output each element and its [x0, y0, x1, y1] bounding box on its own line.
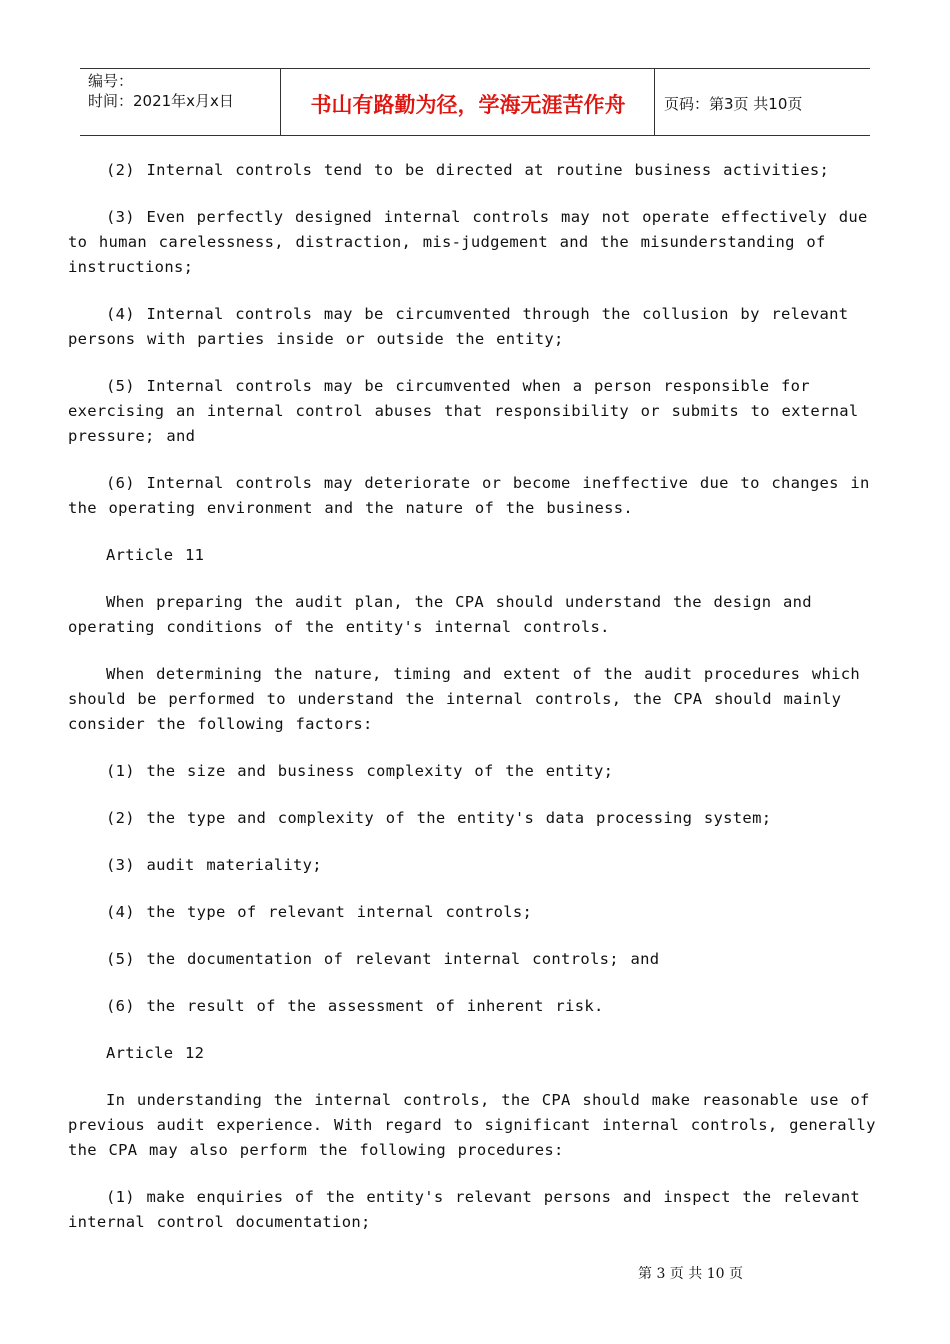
paragraph: (6) Internal controls may deteriorate or become ineffective due to changes in the operating environment and the nature of the business. [68, 474, 870, 517]
article-heading: Article 12 [106, 1044, 205, 1062]
paragraph: (2) Internal controls tend to be directed at routine business activities; [106, 161, 830, 179]
header-divider [280, 69, 281, 135]
list-item: (5) the documentation of relevant internal controls; and [106, 950, 660, 968]
paragraph: (5) Internal controls may be circumvented when a person responsible for exercising an internal control abuses that responsibility or submits to external pressure; and [68, 377, 859, 445]
header-motto: 书山有路勤为径，学海无涯苦作舟 [310, 93, 626, 117]
paragraph: (3) Even perfectly designed internal controls may not operate effectively due to human carelessness, distraction, mis-judgement and the misunderstanding of instructions; [68, 208, 868, 276]
article-heading: Article 11 [106, 546, 205, 564]
header-meta [88, 71, 234, 111]
paragraph: When determining the nature, timing and extent of the audit procedures which should be performed to understand the internal controls, the CPA should mainly consider the following factors: [68, 665, 861, 733]
header-page-label: 页码：第3页 共10页 [664, 95, 803, 113]
list-item: (1) make enquiries of the entity's relevant persons and inspect the relevant internal control documentation; [68, 1188, 861, 1231]
time-label: 时间：2021年x月x日 [88, 92, 234, 110]
list-item: (4) the type of relevant internal controls; [106, 903, 533, 921]
number-label: 编号： [88, 72, 134, 90]
header-divider [654, 69, 655, 135]
list-item: (1) the size and business complexity of the entity; [106, 762, 614, 780]
paragraph: In understanding the internal controls, the CPA should make reasonable use of previous audit experience. With regard to significant internal controls, generally the CPA may also perform the following procedures: [68, 1091, 876, 1159]
paragraph: (4) Internal controls may be circumvented through the collusion by relevant persons with parties inside or outside the entity; [68, 305, 849, 348]
paragraph: When preparing the audit plan, the CPA should understand the design and operating conditions of the entity's internal controls. [68, 593, 812, 636]
list-item: (2) the type and complexity of the entity's data processing system; [106, 809, 772, 827]
document-body [68, 158, 888, 1257]
list-item: (3) audit materiality; [106, 856, 322, 874]
page-footer: 第 3 页 共 10 页 [638, 1266, 743, 1282]
page-header [80, 68, 870, 136]
list-item: (6) the result of the assessment of inherent risk. [106, 997, 604, 1015]
